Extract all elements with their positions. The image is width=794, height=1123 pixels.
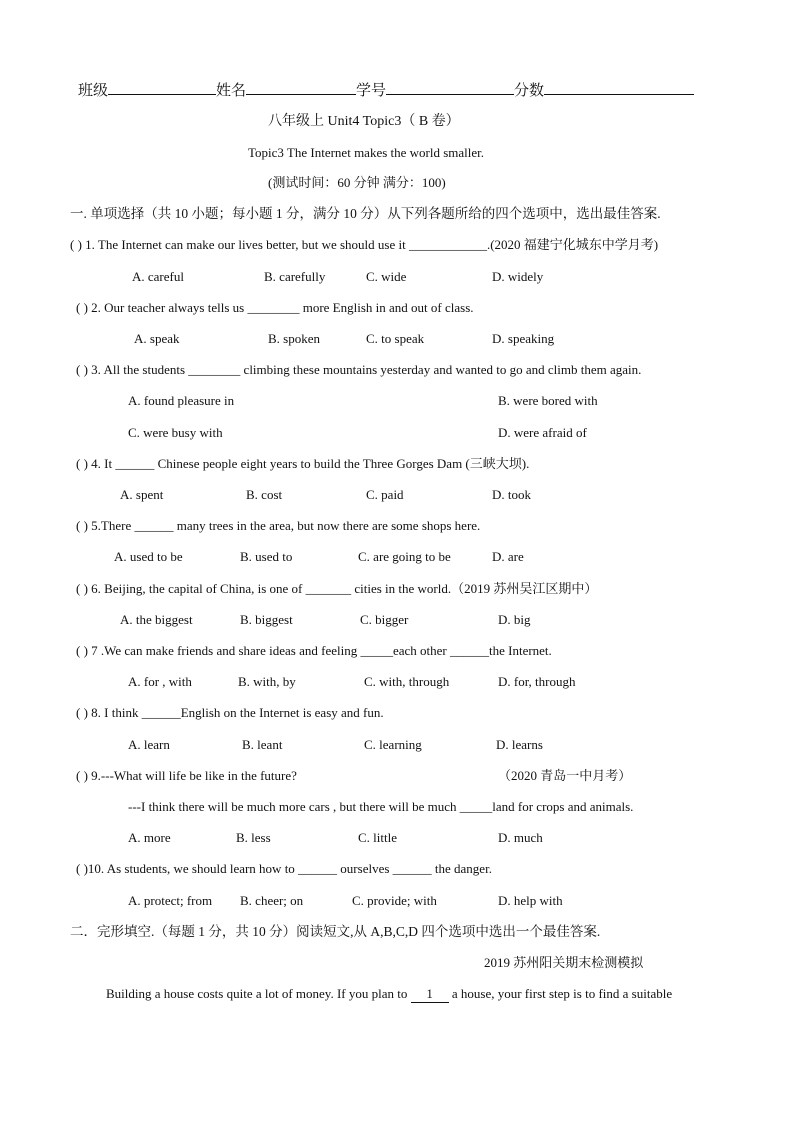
class-field[interactable] [108, 80, 216, 95]
q8-option-a[interactable]: A. learn [128, 737, 170, 752]
q4-option-d[interactable]: D. took [492, 487, 531, 502]
question-6-stem: ( ) 6. Beijing, the capital of China, is one of _______ cities in the world.（2019 苏州吴江区期中） [76, 581, 598, 596]
q6-option-a[interactable]: A. the biggest [120, 612, 193, 627]
q7-option-a[interactable]: A. for , with [128, 674, 192, 689]
q2-option-a[interactable]: A. speak [134, 331, 180, 346]
q2-option-d[interactable]: D. speaking [492, 331, 555, 346]
q2-option-b[interactable]: B. spoken [268, 331, 320, 346]
q1-option-d[interactable]: D. widely [492, 269, 544, 284]
q8-option-d[interactable]: D. learns [496, 737, 543, 752]
score-field[interactable] [544, 80, 694, 95]
q3-option-d[interactable]: D. were afraid of [498, 425, 587, 440]
id-label: 学号 [356, 83, 387, 99]
q5-option-d[interactable]: D. are [492, 549, 524, 564]
page-title: 八年级上 Unit4 Topic3（ B 卷） [268, 114, 460, 129]
q3-option-a[interactable]: A. found pleasure in [128, 393, 235, 408]
question-8-stem: ( ) 8. I think ______English on the Internet is easy and fun. [76, 705, 384, 720]
q10-option-d[interactable]: D. help with [498, 893, 563, 908]
q7-option-b[interactable]: B. with, by [238, 674, 296, 689]
name-field[interactable] [246, 80, 356, 95]
q1-option-b[interactable]: B. carefully [264, 269, 326, 284]
q5-option-c[interactable]: C. are going to be [358, 549, 451, 564]
passage-line-1 [106, 986, 672, 1003]
id-field[interactable] [386, 80, 514, 95]
page-subtitle: Topic3 The Internet makes the world smaller. [248, 145, 485, 160]
q8-option-c[interactable]: C. learning [364, 737, 422, 752]
name-label: 姓名 [216, 83, 247, 99]
q1-option-a[interactable]: A. careful [132, 269, 184, 284]
section2-source: 2019 苏州阳关期末检测模拟 [484, 955, 644, 970]
q9-option-d[interactable]: D. much [498, 830, 543, 845]
class-label: 班级 [78, 83, 109, 99]
q8-option-b[interactable]: B. leant [242, 737, 283, 752]
q6-option-b[interactable]: B. biggest [240, 612, 293, 627]
question-9-stem-2: ---I think there will be much more cars , but there will be much _____land for crops and animals. [128, 799, 634, 814]
q4-option-a[interactable]: A. spent [120, 487, 164, 502]
question-9-stem: ( ) 9.---What will life be like in the future? [76, 768, 297, 783]
q4-option-b[interactable]: B. cost [246, 487, 283, 502]
q10-option-b[interactable]: B. cheer; on [240, 893, 304, 908]
q7-option-c[interactable]: C. with, through [364, 674, 450, 689]
score-label: 分数 [514, 83, 545, 99]
q10-option-c[interactable]: C. provide; with [352, 893, 437, 908]
passage-text-end: a house, your first step is to find a suitable [448, 986, 673, 1001]
q2-option-c[interactable]: C. to speak [366, 331, 425, 346]
passage-text-start: Building a house costs quite a lot of money. If you plan to [106, 986, 411, 1001]
question-3-stem: ( ) 3. All the students ________ climbing these mountains yesterday and wanted to go and climb them again. [76, 362, 642, 377]
q3-option-c[interactable]: C. were busy with [128, 425, 223, 440]
q9-option-a[interactable]: A. more [128, 830, 171, 845]
student-info-header [78, 80, 694, 99]
question-2-stem: ( ) 2. Our teacher always tells us ________ more English in and out of class. [76, 300, 474, 315]
q5-option-b[interactable]: B. used to [240, 549, 293, 564]
q10-option-a[interactable]: A. protect; from [128, 893, 213, 908]
q9-option-c[interactable]: C. little [358, 830, 397, 845]
exam-info: (测试时间：60 分钟 满分：100) [268, 175, 446, 190]
q7-option-d[interactable]: D. for, through [498, 674, 576, 689]
question-5-stem: ( ) 5.There ______ many trees in the area, but now there are some shops here. [76, 518, 481, 533]
question-9-source: （2020 青岛一中月考） [498, 768, 632, 783]
q9-option-b[interactable]: B. less [236, 830, 271, 845]
section2-heading: 二．完形填空.（每题 1 分，共 10 分）阅读短文,从 A,B,C,D 四个选项中选出一个最佳答案. [70, 924, 601, 939]
q1-option-c[interactable]: C. wide [366, 269, 407, 284]
q5-option-a[interactable]: A. used to be [114, 549, 183, 564]
question-4-stem: ( ) 4. It ______ Chinese people eight years to build the Three Gorges Dam (三峡大坝). [76, 456, 530, 471]
q3-option-b[interactable]: B. were bored with [498, 393, 598, 408]
q6-option-d[interactable]: D. big [498, 612, 531, 627]
question-7-stem: ( ) 7 .We can make friends and share ideas and feeling _____each other ______the Internet. [76, 643, 552, 658]
section1-heading: 一. 单项选择（共 10 小题；每小题 1 分，满分 10 分）从下列各题所给的四个选项中，选出最佳答案. [70, 206, 661, 221]
blank-1[interactable]: 1 [411, 986, 449, 1003]
question-10-stem: ( )10. As students, we should learn how to ______ ourselves ______ the danger. [76, 861, 492, 876]
question-1-stem: ( ) 1. The Internet can make our lives better, but we should use it ____________.(2020 福建宁化城东中学月考) [70, 237, 659, 252]
q4-option-c[interactable]: C. paid [366, 487, 404, 502]
q6-option-c[interactable]: C. bigger [360, 612, 409, 627]
